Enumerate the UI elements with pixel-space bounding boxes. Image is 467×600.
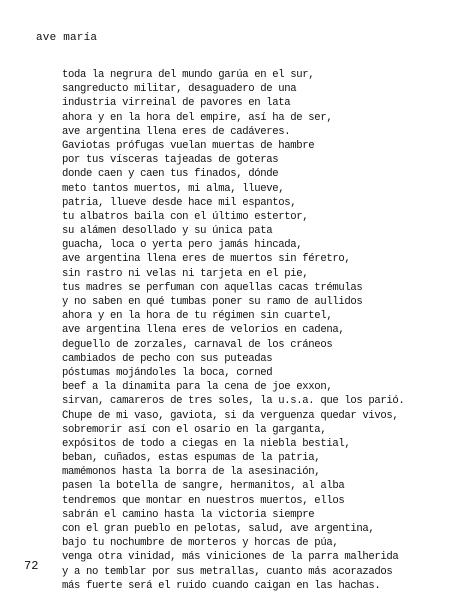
poem-line: tus madres se perfuman con aquellas cacas trémulas (62, 281, 363, 294)
poem-line: sobremorir así con el osario en la garganta, (62, 423, 327, 436)
poem-line: con el gran pueblo en pelotas, salud, ave argentina, (62, 523, 375, 535)
poem-line: expósitos de todo a ciegas en la niebla bestial, (62, 437, 351, 450)
poem-line: sin rastro ni velas ni tarjeta en el pie, (62, 267, 309, 280)
poem-line: guacha, loca o yerta pero jamás hincada, (62, 239, 303, 252)
poem-line: Chupe de mi vaso, gaviota, si da verguenza quedar vivos, (62, 409, 399, 422)
poem-line: beef a la dinamita para la cena de joe exxon, (62, 381, 333, 394)
poem-line: patria, llueve desde hace mil espantos, (62, 196, 297, 209)
poem-line: sirvan, camareros de tres soles, la u.s.a. que los parió. (62, 395, 405, 408)
poem-line: Gaviotas prófugas vuelan muertas de hambre (62, 139, 315, 152)
poem-line: bajo tu nochumbre de morteros y horcas de púa, (62, 537, 339, 550)
page-number: 72 (24, 559, 39, 573)
poem-line: beban, cuñados, estas espumas de la patria, (62, 452, 321, 465)
poem-line: ave argentina llena eres de muertos sin féretro, (62, 253, 351, 266)
poem-line: ahora y en la hora de tu régimen sin cuartel, (62, 310, 333, 323)
poem-line: donde caen y caen tus finados, dónde (62, 168, 279, 181)
poem-line: meto tantos muertos, mi alma, llueve, (62, 182, 285, 195)
poem-line: sangreducto militar, desaguadero de una (62, 83, 297, 96)
poem-line: toda la negrura del mundo garúa en el sur, (62, 69, 315, 81)
poem-line: su alámen desollado y su única pata (62, 225, 273, 238)
poem-line: tu albatros baila con el último estertor, (62, 210, 309, 223)
poem-line: pasen la botella de sangre, hermanitos, al alba (62, 480, 345, 493)
poem-line: sabrán el camino hasta la victoria siempre (62, 508, 315, 521)
poem-line: deguello de zorzales, carnaval de los cráneos (62, 338, 333, 351)
poem-body (62, 68, 458, 593)
poem-line: ave argentina llena eres de velorios en cadena, (62, 324, 345, 337)
poem-line: mamémonos hasta la borra de la asesinación, (62, 466, 321, 479)
poem-line: y no saben en qué tumbas poner su ramo de aullidos (62, 296, 363, 308)
poem-line: industria virreinal de pavores en lata (62, 97, 291, 110)
poem-line: póstumas mojándoles la boca, corned (62, 366, 273, 379)
poem-line: y a no temblar por sus metrallas, cuanto más acorazados (62, 565, 393, 578)
poem-line: ahora y en la hora del empire, así ha de ser, (62, 111, 333, 124)
poem-line: venga otra vinidad, más viniciones de la parra malherida (62, 551, 399, 564)
poem-title: ave maría (36, 32, 98, 44)
poem-line: por tus vísceras tajeadas de goteras (62, 154, 279, 167)
poem-line: cambiados de pecho con sus puteadas (62, 352, 273, 365)
poem-line: ave argentina llena eres de cadáveres. (62, 125, 291, 138)
poem-line: tendremos que montar en nuestros muertos, ellos (62, 494, 345, 507)
poem-line: más fuerte será el ruido cuando caigan en las hachas. (62, 579, 381, 592)
